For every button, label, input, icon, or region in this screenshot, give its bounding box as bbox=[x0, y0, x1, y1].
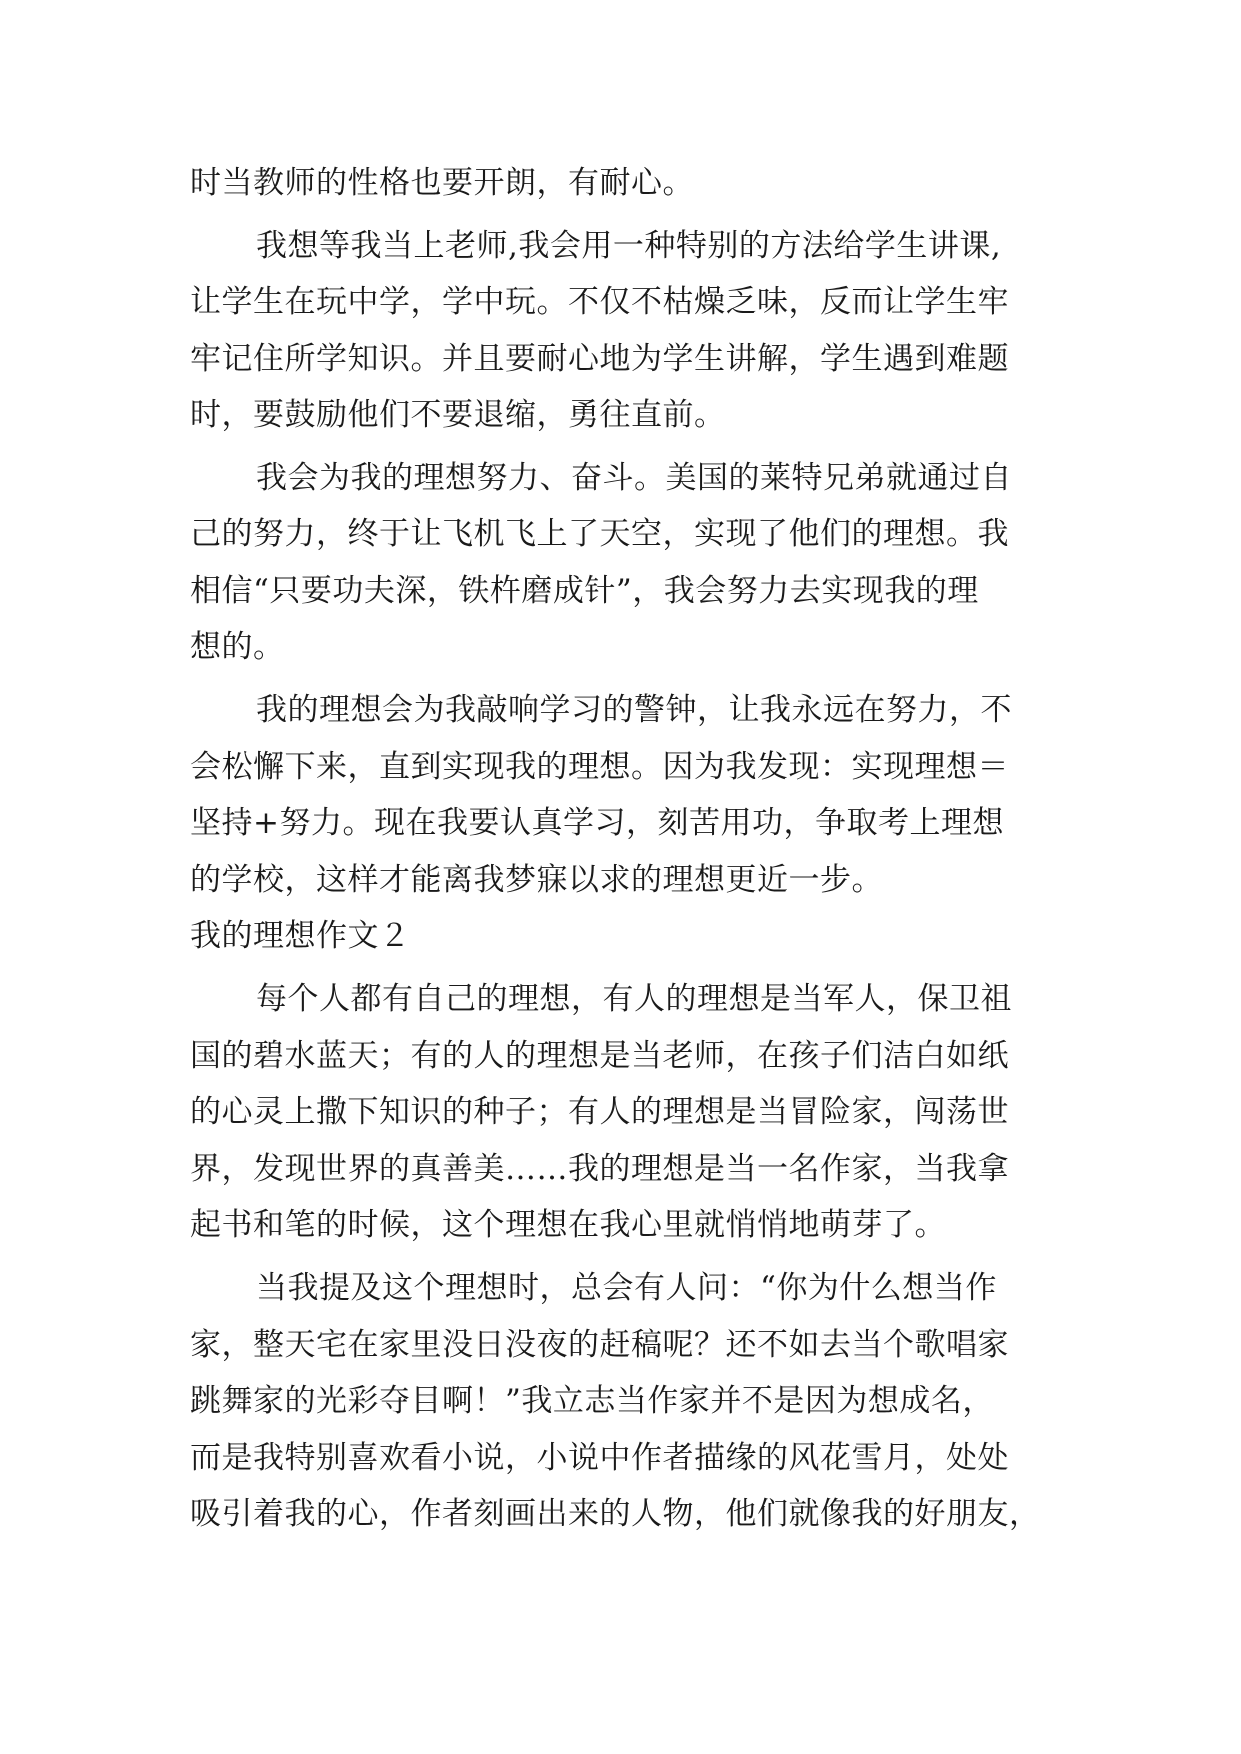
text-line: 跳舞家的光彩夺目啊！”我立志当作家并不是因为想成名， bbox=[190, 1383, 994, 1419]
text-line: 想的。 bbox=[190, 629, 285, 665]
paragraph-first-line: 我会为我的理想努力、奋斗。美国的莱特兄弟就通过自 bbox=[256, 460, 1012, 496]
paragraph-first-line: 我想等我当上老师,我会用一种特别的方法给学生讲课, bbox=[256, 228, 1002, 264]
section-heading: 我的理想作文２ bbox=[190, 918, 411, 954]
text-line: 吸引着我的心，作者刻画出来的人物，他们就像我的好朋友， bbox=[190, 1496, 1041, 1532]
paragraph-first-line: 我的理想会为我敲响学习的警钟，让我永远在努力，不 bbox=[256, 692, 1012, 728]
text-line: 的心灵上撒下知识的种子；有人的理想是当冒险家，闯荡世 bbox=[190, 1094, 1009, 1130]
text-line: 而是我特别喜欢看小说，小说中作者描缘的风花雪月，处处 bbox=[190, 1440, 1009, 1476]
text-line: 己的努力，终于让飞机飞上了天空，实现了他们的理想。我 bbox=[190, 516, 1009, 552]
text-line: 时当教师的性格也要开朗，有耐心。 bbox=[190, 165, 694, 201]
paragraph-first-line: 当我提及这个理想时，总会有人问：“你为什么想当作 bbox=[256, 1270, 997, 1306]
text-line: 相信“只要功夫深，铁杵磨成针”，我会努力去实现我的理 bbox=[190, 573, 979, 609]
paragraph-first-line: 每个人都有自己的理想，有人的理想是当军人，保卫祖 bbox=[256, 981, 1012, 1017]
text-line: 国的碧水蓝天；有的人的理想是当老师，在孩子们洁白如纸 bbox=[190, 1038, 1009, 1074]
text-line: 让学生在玩中学，学中玩。不仅不枯燥乏味，反而让学生牢 bbox=[190, 284, 1009, 320]
text-line: 界，发现世界的真善美……我的理想是当一名作家，当我拿 bbox=[190, 1151, 1009, 1187]
text-line: 会松懈下来，直到实现我的理想。因为我发现：实现理想＝ bbox=[190, 749, 1009, 785]
text-line: 坚持+努力。现在我要认真学习，刻苦用功，争取考上理想 bbox=[190, 805, 1004, 841]
text-line: 牢记住所学知识。并且要耐心地为学生讲解，学生遇到难题 bbox=[190, 341, 1009, 377]
text-line: 时，要鼓励他们不要退缩，勇往直前。 bbox=[190, 397, 726, 433]
text-line: 起书和笔的时候，这个理想在我心里就悄悄地萌芽了。 bbox=[190, 1207, 946, 1243]
text-line: 的学校，这样才能离我梦寐以求的理想更近一步。 bbox=[190, 862, 883, 898]
text-line: 家，整天宅在家里没日没夜的赶稿呢？还不如去当个歌唱家 bbox=[190, 1327, 1009, 1363]
